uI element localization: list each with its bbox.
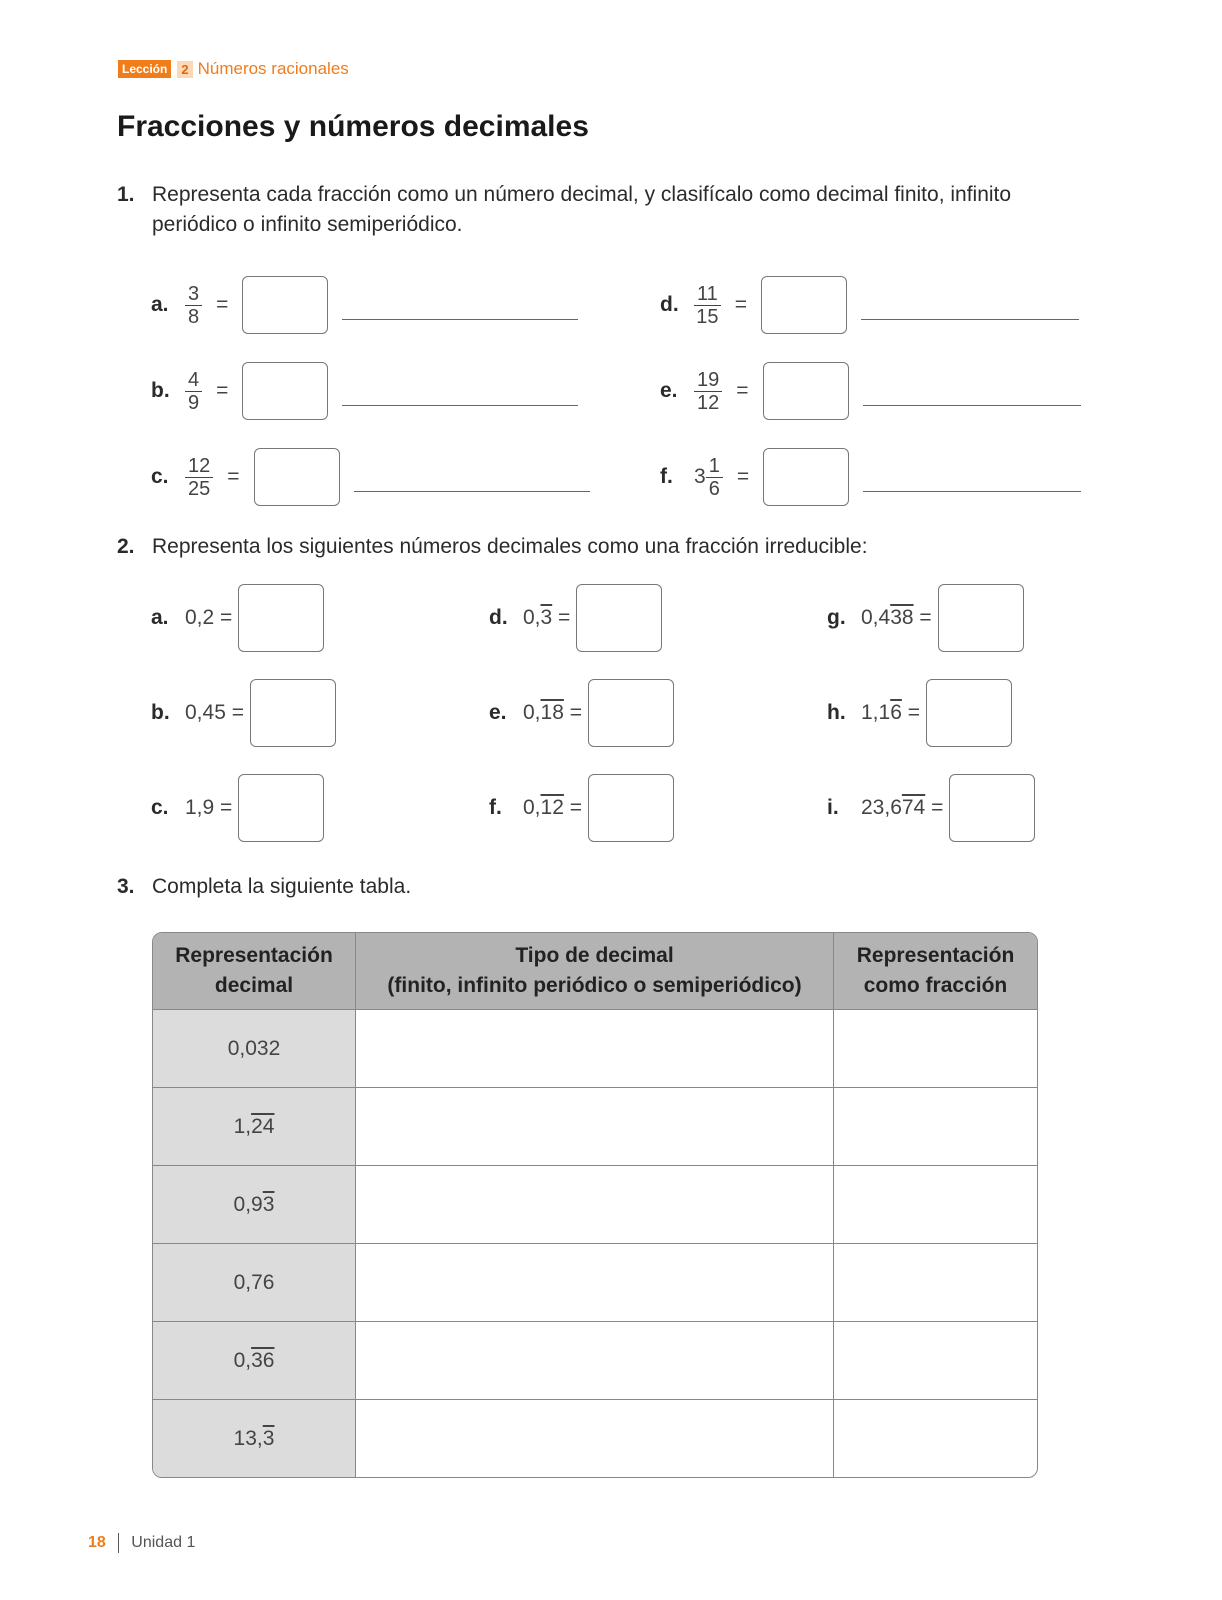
decimal-periodic: 6 — [890, 701, 902, 724]
page-footer — [88, 1533, 195, 1553]
answer-box[interactable] — [238, 774, 324, 842]
decimal-prefix: 23,6 — [861, 796, 902, 819]
decimal-periodic: 12 — [540, 796, 564, 819]
equals-sign: = — [214, 606, 233, 629]
decimal-prefix: 0,2 — [185, 606, 215, 629]
item-letter: f. — [489, 796, 502, 819]
equals-sign: = — [227, 465, 240, 488]
equals-sign: = — [563, 796, 582, 819]
header-line: Representación — [856, 944, 1015, 967]
decimal-prefix: 1,1 — [861, 701, 891, 724]
equals-sign: = — [736, 379, 749, 402]
fraction-cell[interactable] — [834, 1399, 1037, 1477]
answer-line[interactable] — [861, 319, 1079, 320]
decimal-prefix: 0, — [523, 606, 541, 629]
fraction-cell[interactable] — [834, 1009, 1037, 1087]
equals-sign: = — [563, 701, 582, 724]
equals-sign: = — [901, 701, 920, 724]
mixed-whole: 3 — [694, 465, 706, 488]
decimal-value — [861, 796, 943, 820]
answer-line[interactable] — [863, 405, 1081, 406]
decimal-prefix: 0, — [523, 701, 541, 724]
q2-item-c — [151, 774, 324, 842]
q1-item-e — [660, 362, 1081, 420]
item-letter: i. — [827, 796, 839, 819]
footer-divider — [118, 1533, 120, 1553]
answer-box[interactable] — [926, 679, 1012, 747]
lesson-number: 2 — [177, 61, 192, 78]
denominator: 6 — [708, 477, 720, 500]
q1-item-a — [151, 276, 578, 334]
numerator: 12 — [185, 455, 213, 478]
lesson-title: Números racionales — [197, 59, 349, 78]
fraction — [185, 369, 202, 414]
decimal-prefix: 0,4 — [861, 606, 891, 629]
q2-item-d — [489, 584, 662, 652]
fraction-cell[interactable] — [834, 1243, 1037, 1321]
header-line: decimal — [214, 974, 294, 997]
table-row — [153, 1243, 1037, 1321]
decimal-value — [523, 796, 582, 820]
header-line: (finito, infinito periódico o semiperiódico) — [387, 974, 802, 997]
answer-box[interactable] — [242, 276, 328, 334]
item-letter: c. — [151, 796, 169, 819]
q2-item-i — [827, 774, 1035, 842]
q2-item-e — [489, 679, 674, 747]
question-text: Completa la siguiente tabla. — [152, 875, 412, 898]
decimal-value — [185, 796, 232, 820]
item-letter: e. — [660, 379, 678, 402]
answer-box[interactable] — [254, 448, 340, 506]
header-line: Representación — [175, 944, 333, 967]
fraction-cell[interactable] — [834, 1321, 1037, 1399]
denominator: 15 — [696, 305, 719, 328]
decimal-prefix: 0, — [233, 1348, 252, 1372]
item-letter: d. — [660, 293, 679, 316]
decimal-cell — [153, 1243, 356, 1321]
lesson-header — [118, 59, 349, 79]
answer-line[interactable] — [342, 405, 578, 406]
question-text: Representa cada fracción como un número decimal, y clasifícalo como decimal finito, infinito periódico o infinito semiperiódico. — [152, 183, 1012, 236]
question-number: 2. — [117, 535, 135, 558]
answer-box[interactable] — [242, 362, 328, 420]
fraction — [694, 369, 722, 414]
column-header-fraction — [834, 933, 1037, 1009]
question-number: 1. — [117, 183, 135, 206]
decimal-prefix: 13, — [233, 1426, 263, 1450]
decimal-periodic: 3 — [262, 1192, 275, 1216]
fraction-cell[interactable] — [834, 1087, 1037, 1165]
answer-box[interactable] — [761, 276, 847, 334]
equals-sign: = — [925, 796, 944, 819]
decimal-value — [861, 606, 932, 630]
decimal-prefix: 1, — [233, 1114, 252, 1138]
decimal-table — [152, 932, 1038, 1478]
type-cell[interactable] — [356, 1321, 834, 1399]
q2-item-g — [827, 584, 1024, 652]
decimal-prefix: 0,45 — [185, 701, 226, 724]
decimal-value — [185, 606, 232, 630]
decimal-periodic: 74 — [901, 796, 926, 819]
q2-item-b — [151, 679, 336, 747]
table-row — [153, 1165, 1037, 1243]
question-2 — [117, 532, 1117, 562]
fraction-cell[interactable] — [834, 1165, 1037, 1243]
answer-box[interactable] — [238, 584, 324, 652]
page-title: Fracciones y números decimales — [117, 110, 589, 143]
decimal-value — [523, 701, 582, 725]
header-line: como fracción — [863, 974, 1008, 997]
decimal-cell — [153, 1009, 356, 1087]
item-letter: a. — [151, 606, 169, 629]
decimal-prefix: 1,9 — [185, 796, 215, 819]
type-cell[interactable] — [356, 1165, 834, 1243]
item-letter: b. — [151, 701, 170, 724]
column-header-type — [356, 933, 834, 1009]
numerator: 1 — [706, 455, 723, 478]
equals-sign: = — [552, 606, 571, 629]
answer-line[interactable] — [863, 491, 1081, 492]
table-row — [153, 1321, 1037, 1399]
type-cell[interactable] — [356, 1399, 834, 1477]
denominator: 25 — [188, 477, 211, 500]
answer-box[interactable] — [938, 584, 1024, 652]
q1-item-b — [151, 362, 578, 420]
fraction — [694, 283, 721, 328]
item-letter: e. — [489, 701, 507, 724]
item-letter: h. — [827, 701, 846, 724]
decimal-cell — [153, 1399, 356, 1477]
table-row — [153, 1087, 1037, 1165]
page-number: 18 — [88, 1534, 106, 1551]
fraction — [706, 455, 723, 500]
answer-line[interactable] — [342, 319, 578, 320]
decimal-periodic: 18 — [540, 701, 564, 724]
table-row — [153, 1399, 1037, 1477]
decimal-value — [185, 701, 244, 725]
decimal-prefix: 0,9 — [233, 1192, 263, 1216]
decimal-periodic: 38 — [890, 606, 914, 629]
equals-sign: = — [736, 465, 750, 488]
equals-sign: = — [214, 796, 233, 819]
decimal-periodic: 36 — [251, 1348, 275, 1372]
equals-sign: = — [216, 379, 229, 402]
unit-label: Unidad 1 — [131, 1534, 196, 1551]
answer-box[interactable] — [250, 679, 336, 747]
q1-item-d — [660, 276, 1079, 334]
type-cell[interactable] — [356, 1087, 834, 1165]
answer-line[interactable] — [354, 491, 590, 492]
fraction — [185, 455, 213, 500]
equals-sign: = — [734, 293, 748, 316]
numerator: 3 — [185, 283, 202, 306]
equals-sign: = — [913, 606, 932, 629]
numerator: 19 — [694, 369, 722, 392]
q1-item-c — [151, 448, 590, 506]
lesson-tag: Lección — [118, 60, 171, 78]
answer-box[interactable] — [588, 774, 674, 842]
item-letter: g. — [827, 606, 846, 629]
q2-item-h — [827, 679, 1012, 747]
decimal-periodic: 3 — [262, 1426, 275, 1450]
denominator: 8 — [188, 305, 200, 328]
denominator: 9 — [188, 391, 200, 414]
equals-sign: = — [225, 701, 244, 724]
decimal-cell — [153, 1165, 356, 1243]
q2-item-f — [489, 774, 674, 842]
decimal-prefix: 0,76 — [233, 1270, 275, 1294]
q1-item-f — [660, 448, 1081, 506]
decimal-value — [861, 701, 920, 725]
denominator: 12 — [697, 391, 720, 414]
decimal-periodic: 3 — [540, 606, 553, 629]
item-letter: f. — [660, 465, 673, 488]
equals-sign: = — [216, 293, 229, 316]
decimal-cell — [153, 1087, 356, 1165]
table-row — [153, 1009, 1037, 1087]
question-3 — [117, 872, 1117, 902]
answer-box[interactable] — [949, 774, 1035, 842]
numerator: 11 — [694, 283, 721, 306]
decimal-periodic: 24 — [251, 1114, 275, 1138]
q2-item-a — [151, 584, 324, 652]
type-cell[interactable] — [356, 1243, 834, 1321]
numerator: 4 — [185, 369, 202, 392]
fraction — [185, 283, 202, 328]
question-text: Representa los siguientes números decimales como una fracción irreducible: — [152, 535, 868, 558]
item-letter: a. — [151, 293, 169, 316]
decimal-value — [523, 606, 570, 630]
answer-box[interactable] — [576, 584, 662, 652]
decimal-prefix: 0, — [523, 796, 541, 819]
item-letter: d. — [489, 606, 508, 629]
item-letter: b. — [151, 379, 170, 402]
header-line: Tipo de decimal — [515, 944, 674, 967]
question-1 — [117, 180, 1117, 240]
decimal-cell — [153, 1321, 356, 1399]
item-letter: c. — [151, 465, 169, 488]
decimal-prefix: 0,032 — [227, 1036, 281, 1060]
question-number: 3. — [117, 875, 135, 898]
column-header-decimal — [153, 933, 356, 1009]
answer-box[interactable] — [763, 362, 849, 420]
type-cell[interactable] — [356, 1009, 834, 1087]
answer-box[interactable] — [763, 448, 849, 506]
table-header-row — [153, 933, 1037, 1009]
answer-box[interactable] — [588, 679, 674, 747]
